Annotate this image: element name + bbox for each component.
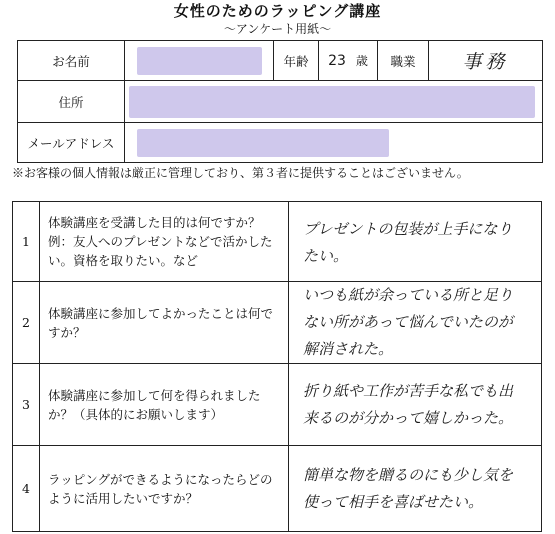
job-field [429, 41, 543, 81]
name-field [125, 41, 274, 81]
answer-text: プレゼントの包装が上手になりたい。 [303, 220, 513, 265]
survey-row [13, 446, 542, 532]
answer-field [289, 446, 542, 532]
job-value: 事務 [462, 51, 509, 73]
form-subtitle: 〜アンケート用紙〜 [223, 22, 332, 36]
answer-field [289, 202, 542, 282]
age-label: 年齢 [274, 41, 319, 81]
survey-row [13, 282, 542, 364]
age-field [319, 41, 378, 81]
answer-field [289, 282, 542, 364]
personal-info-table [17, 40, 543, 163]
answer-field [289, 364, 542, 446]
survey-table [12, 201, 542, 532]
address-redaction [129, 86, 535, 118]
survey-row [13, 364, 542, 446]
question-number: 4 [13, 446, 40, 532]
address-field [125, 81, 543, 123]
name-label: お名前 [18, 41, 125, 81]
question-text: ラッピングができるようになったらどのように活用したいですか？ [40, 446, 289, 532]
name-redaction [137, 47, 262, 75]
question-text: 体験講座に参加してよかったことは何ですか？ [40, 282, 289, 364]
age-unit: 歳 [355, 54, 368, 68]
privacy-notice: ※お客様の個人情報は厳正に管理しており、第３者に提供することはございません。 [12, 166, 469, 180]
question-number: 1 [13, 202, 40, 282]
job-label: 職業 [378, 41, 429, 81]
email-label: メールアドレス [18, 123, 125, 163]
survey-row [13, 202, 542, 282]
question-text: 体験講座に参加して何を得られましたか？（具体的にお願いします） [40, 364, 289, 446]
question-number: 2 [13, 282, 40, 364]
answer-text: 折り紙や工作が苦手な私でも出来るのが分かって嬉しかった。 [303, 381, 514, 427]
age-value: 23 [328, 53, 346, 69]
address-label: 住所 [18, 81, 125, 123]
question-number: 3 [13, 364, 40, 446]
answer-text: いつも紙が余っている所と足りない所があって悩んでいたのが解消された。 [303, 286, 514, 358]
question-text: 体験講座を受講した目的は何ですか？例：友人へのプレゼントなどで活かしたい。資格を取りたい。など [40, 202, 289, 282]
email-field [125, 123, 543, 163]
answer-text: 簡単な物を贈るのにも少し気を使って相手を喜ばせたい。 [303, 465, 514, 511]
email-redaction [137, 129, 389, 157]
form-title: 女性のためのラッピング講座 [173, 2, 382, 20]
